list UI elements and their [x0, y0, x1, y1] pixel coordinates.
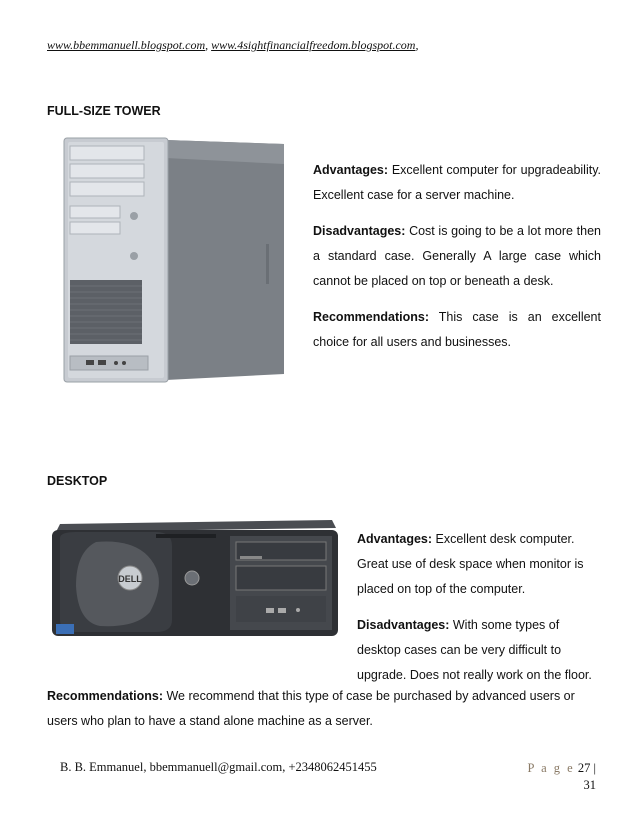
- disadvantages-text: Cost is going to be a lot more then a standard case. Generally A large case which cannot be placed on top or beneath a desk.: [313, 224, 601, 288]
- recommendations-text: This case is an excellent choice for all users and businesses.: [313, 310, 601, 349]
- tower-description: [313, 158, 601, 366]
- desktop-disadvantages: [357, 613, 601, 688]
- recommendations-text: We recommend that this type of case be purchased by advanced users or users who plan to have a stand alone machine as a server.: [47, 689, 575, 728]
- blog-link-2[interactable]: www.4sightfinancialfreedom.blogspot.com: [211, 38, 416, 52]
- page-number: [528, 760, 596, 794]
- tower-case-image: [58, 134, 300, 386]
- page-word: P a g e: [527, 761, 575, 775]
- dell-logo: DELL: [118, 574, 142, 584]
- desktop-recommendations-block: [47, 684, 597, 745]
- section-title-desktop: DESKTOP: [47, 474, 108, 488]
- footer-author: B. B. Emmanuel, bbemmanuell@gmail.com, +2348062451455: [60, 760, 377, 774]
- header-separator: ,: [415, 38, 419, 52]
- disadvantages-label: Disadvantages:: [357, 618, 450, 632]
- advantages-text: Excellent desk computer. Great use of desk space when monitor is placed on top of the computer.: [357, 532, 584, 596]
- header-links: [47, 38, 418, 53]
- tower-disadvantages: [313, 219, 601, 294]
- desktop-recommendations: [47, 684, 597, 734]
- page-current: 27 |: [577, 761, 596, 775]
- tower-recommendations: [313, 305, 601, 355]
- recommendations-label: Recommendations:: [47, 689, 163, 703]
- disadvantages-label: Disadvantages:: [313, 224, 406, 238]
- desktop-advantages: [357, 527, 601, 602]
- advantages-text: Excellent computer for upgradeability. Excellent case for a server machine.: [313, 163, 601, 202]
- page-total: 31: [583, 778, 596, 792]
- advantages-label: Advantages:: [357, 532, 433, 546]
- desktop-case-image: [46, 516, 344, 644]
- header-separator: ,: [205, 38, 212, 52]
- advantages-label: Advantages:: [313, 163, 389, 177]
- tower-advantages: [313, 158, 601, 208]
- recommendations-label: Recommendations:: [313, 310, 429, 324]
- desktop-description: [357, 527, 601, 699]
- disadvantages-text: With some types of desktop cases can be very difficult to upgrade. Does not really work on the floor.: [357, 618, 592, 682]
- blog-link-1[interactable]: www.bbemmanuell.blogspot.com: [47, 38, 206, 52]
- section-title-tower: FULL-SIZE TOWER: [47, 104, 161, 118]
